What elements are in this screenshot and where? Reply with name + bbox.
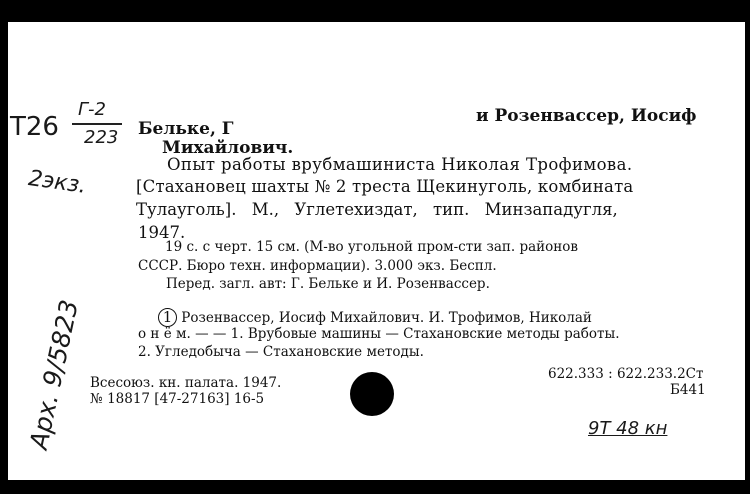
title-line-3: Тулауголь]. М., Углетехиздат, тип. Минзападугля, (136, 200, 618, 219)
collation-line-2: СССР. Бюро техн. информации). 3.000 экз. Беспл. (138, 258, 497, 274)
author-heading-cont: Михайлович. (162, 138, 294, 158)
punch-hole (350, 372, 394, 416)
shelf-code: Б441 (670, 382, 706, 398)
author-heading-right: и Розенвассер, Иосиф (476, 106, 697, 126)
call-number-prefix: T26 (10, 112, 59, 142)
tracing-circled-number: 1 (158, 308, 177, 327)
accession-note: Арх. 9/5823 (24, 297, 84, 452)
handwritten-code: 9Т 48 кн (588, 418, 668, 439)
publisher-line-1: Всесоюз. кн. палата. 1947. (90, 375, 282, 391)
publisher-line-2: № 18817 [47-27163] 16-5 (90, 391, 265, 407)
call-number-fraction-line (72, 123, 122, 125)
collation-line-1: 19 с. с черт. 15 см. (М-во угольной пром-сти зап. районов (165, 239, 579, 255)
tracing-text-1: Розенвассер, Иосиф Михайлович. И. Трофимов, Николай (181, 310, 592, 326)
classification-code: 622.333 : 622.233.2Ст (548, 366, 704, 382)
call-number-denominator: 223 (84, 127, 119, 148)
title-line-4: 1947. (138, 223, 186, 242)
collation-line-3: Перед. загл. авт: Г. Бельке и И. Розенвассер. (166, 276, 490, 292)
copies-note: 2экз. (26, 166, 88, 199)
tracing-line-3: 2. Угледобыча — Стахановские методы. (138, 344, 424, 360)
title-line-1: Опыт работы врубмашиниста Николая Трофимова. (167, 155, 633, 174)
author-heading-left: Бельке, Г (138, 119, 234, 139)
tracing-line-1 (158, 308, 592, 327)
title-line-2: [Стахановец шахты № 2 треста Щекинуголь, комбината (136, 177, 634, 196)
tracing-line-2: о н ё м. — — 1. Врубовые машины — Стахановские методы работы. (138, 326, 620, 342)
call-number-numerator: Г-2 (78, 99, 106, 120)
catalog-card (8, 22, 745, 480)
